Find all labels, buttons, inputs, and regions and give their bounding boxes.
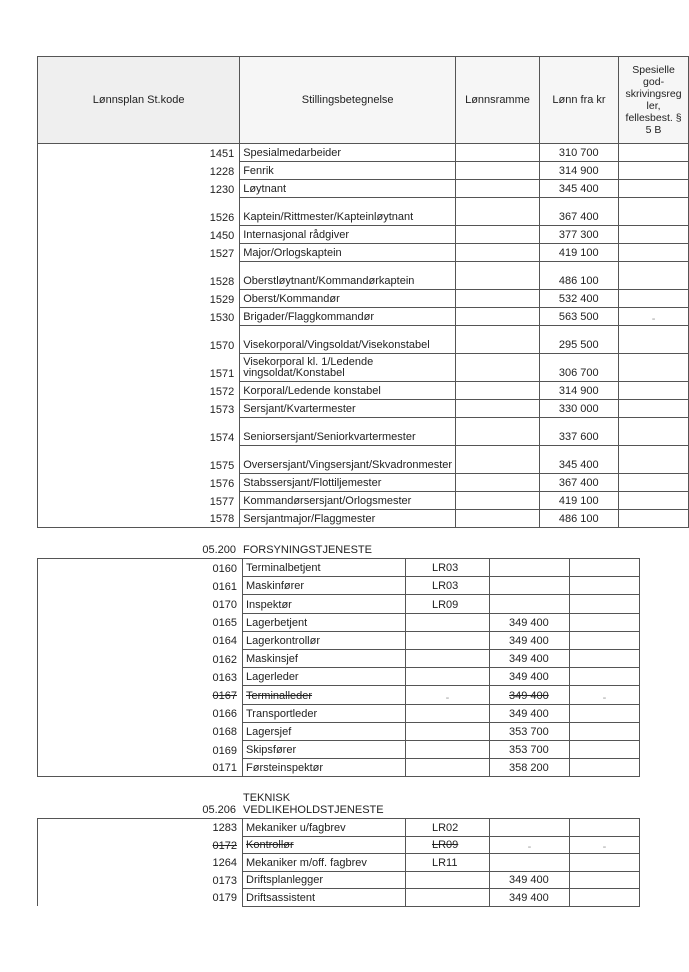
row-title: Sersjantmajor/Flaggmester — [240, 510, 456, 528]
row-lonnsramme — [456, 492, 540, 510]
row-salary — [490, 819, 570, 837]
row-special-rules — [570, 889, 640, 907]
table-row — [38, 198, 689, 226]
salary-table-main — [37, 56, 689, 528]
row-salary: - — [490, 836, 570, 854]
row-salary: 367 400 — [539, 198, 618, 226]
row-special-rules: - — [619, 308, 689, 326]
row-code: 1528 — [38, 262, 240, 290]
row-title: Inspektør — [243, 595, 406, 613]
row-salary: 349 400 — [490, 704, 570, 722]
row-special-rules — [619, 510, 689, 528]
row-title: Seniorsersjant/Seniorkvartermester — [240, 418, 456, 446]
row-code: 0172 — [38, 836, 243, 854]
row-lonnsramme — [456, 162, 540, 180]
row-code: 1451 — [38, 144, 240, 162]
row-code: 0168 — [38, 722, 243, 740]
row-title: Førsteinspektør — [243, 759, 406, 777]
row-title: Stabssersjant/Flottiljemester — [240, 474, 456, 492]
row-lonnsramme — [406, 704, 490, 722]
row-lonnsramme — [456, 226, 540, 244]
row-salary: 419 100 — [539, 492, 618, 510]
row-title: Kommandørsersjant/Orlogsmester — [240, 492, 456, 510]
table-row — [38, 382, 689, 400]
row-lonnsramme — [456, 244, 540, 262]
table-row — [38, 631, 640, 649]
row-special-rules — [619, 492, 689, 510]
row-salary: 486 100 — [539, 262, 618, 290]
table-row — [38, 836, 640, 854]
row-code: 1573 — [38, 400, 240, 418]
row-lonnsramme — [456, 418, 540, 446]
row-salary: 367 400 — [539, 474, 618, 492]
row-special-rules — [619, 382, 689, 400]
table-row — [38, 400, 689, 418]
row-lonnsramme — [406, 722, 490, 740]
row-special-rules: - — [570, 686, 640, 704]
row-special-rules — [619, 446, 689, 474]
row-salary: 419 100 — [539, 244, 618, 262]
row-salary: 314 900 — [539, 382, 618, 400]
row-code: 0167 — [38, 686, 243, 704]
row-salary — [490, 854, 570, 872]
row-code: 0166 — [38, 704, 243, 722]
row-lonnsramme — [406, 668, 490, 686]
section-number: 05.206 — [202, 804, 236, 816]
row-title: Kaptein/Rittmester/Kapteinløytnant — [240, 198, 456, 226]
row-special-rules — [619, 162, 689, 180]
row-code: 0163 — [38, 668, 243, 686]
table-row — [38, 889, 640, 907]
row-title: Mekaniker u/fagbrev — [243, 819, 406, 837]
row-title: Spesialmedarbeider — [240, 144, 456, 162]
row-title: Visekorporal/Vingsoldat/Visekonstabel — [240, 326, 456, 354]
table-row — [38, 510, 689, 528]
table-row — [38, 226, 689, 244]
row-lonnsramme — [456, 446, 540, 474]
row-salary: 486 100 — [539, 510, 618, 528]
row-lonnsramme: LR02 — [406, 819, 490, 837]
row-salary: 349 400 — [490, 686, 570, 704]
row-special-rules — [619, 474, 689, 492]
row-code: 0165 — [38, 613, 243, 631]
row-code: 0160 — [38, 559, 243, 577]
row-special-rules — [570, 559, 640, 577]
row-title: Løytnant — [240, 180, 456, 198]
table-row — [38, 740, 640, 758]
row-title: Lagerleder — [243, 668, 406, 686]
salary-table-teknisk — [37, 818, 640, 907]
row-salary: 353 700 — [490, 722, 570, 740]
header-stillingsbetegnelse: Stillingsbetegnelse — [240, 57, 456, 144]
row-title: Brigader/Flaggkommandør — [240, 308, 456, 326]
row-code: 0164 — [38, 631, 243, 649]
row-lonnsramme — [456, 474, 540, 492]
row-special-rules — [619, 354, 689, 382]
row-title: Sersjant/Kvartermester — [240, 400, 456, 418]
row-title: Korporal/Ledende konstabel — [240, 382, 456, 400]
row-title: Maskinsjef — [243, 649, 406, 667]
table-row — [38, 492, 689, 510]
table-row — [38, 854, 640, 872]
table-row — [38, 668, 640, 686]
row-title: Oberst/Kommandør — [240, 290, 456, 308]
row-special-rules — [570, 668, 640, 686]
row-salary: 532 400 — [539, 290, 618, 308]
row-lonnsramme — [406, 649, 490, 667]
row-special-rules — [619, 198, 689, 226]
row-salary — [490, 577, 570, 595]
salary-table-forsyning — [37, 558, 640, 777]
section-number: 05.200 — [202, 544, 236, 556]
row-special-rules — [619, 290, 689, 308]
row-title: Oberstløytnant/Kommandørkaptein — [240, 262, 456, 290]
row-code: 0170 — [38, 595, 243, 613]
row-code: 1526 — [38, 198, 240, 226]
row-salary: 349 400 — [490, 871, 570, 889]
table-row — [38, 559, 640, 577]
row-code: 1570 — [38, 326, 240, 354]
row-special-rules — [570, 595, 640, 613]
row-special-rules — [570, 722, 640, 740]
row-title: Terminalleder — [243, 686, 406, 704]
row-lonnsramme — [456, 326, 540, 354]
row-salary: 353 700 — [490, 740, 570, 758]
row-title: Lagerkontrollør — [243, 631, 406, 649]
row-salary: 345 400 — [539, 446, 618, 474]
row-special-rules: - — [570, 836, 640, 854]
header-lonnsplan: Lønnsplan St.kode — [38, 57, 240, 144]
row-salary: 295 500 — [539, 326, 618, 354]
table-row — [38, 819, 640, 837]
header-spesielle-regler: Spesielle god-skrivingsreg ler, fellesbest. § 5 B — [619, 57, 689, 144]
row-code: 0161 — [38, 577, 243, 595]
row-special-rules — [570, 759, 640, 777]
table-row — [38, 180, 689, 198]
header-row — [38, 57, 689, 144]
row-lonnsramme — [456, 290, 540, 308]
row-special-rules — [619, 326, 689, 354]
row-special-rules — [619, 244, 689, 262]
row-code: 0171 — [38, 759, 243, 777]
row-salary: 349 400 — [490, 649, 570, 667]
row-lonnsramme: LR03 — [406, 577, 490, 595]
row-special-rules — [619, 262, 689, 290]
row-special-rules — [570, 854, 640, 872]
row-code: 1264 — [38, 854, 243, 872]
table-row — [38, 686, 640, 704]
table-row — [38, 759, 640, 777]
row-title: Fenrik — [240, 162, 456, 180]
row-salary: 349 400 — [490, 889, 570, 907]
row-title: Oversersjant/Vingsersjant/Skvadronmester — [240, 446, 456, 474]
row-special-rules — [570, 613, 640, 631]
table-row — [38, 354, 689, 382]
row-title: Visekorporal kl. 1/Ledende vingsoldat/Konstabel — [240, 354, 456, 382]
row-title: Internasjonal rådgiver — [240, 226, 456, 244]
row-lonnsramme: - — [406, 686, 490, 704]
row-code: 1575 — [38, 446, 240, 474]
row-salary: 349 400 — [490, 613, 570, 631]
row-salary: 310 700 — [539, 144, 618, 162]
table-row — [38, 704, 640, 722]
row-lonnsramme — [406, 889, 490, 907]
row-salary: 337 600 — [539, 418, 618, 446]
row-title: Major/Orlogskaptein — [240, 244, 456, 262]
row-code: 1527 — [38, 244, 240, 262]
row-code: 1228 — [38, 162, 240, 180]
row-special-rules — [570, 819, 640, 837]
row-title: Maskinfører — [243, 577, 406, 595]
row-special-rules — [619, 144, 689, 162]
row-special-rules — [619, 180, 689, 198]
table-row — [38, 871, 640, 889]
row-title: Driftsassistent — [243, 889, 406, 907]
row-lonnsramme — [406, 613, 490, 631]
row-salary — [490, 595, 570, 613]
row-title: Kontrollør — [243, 836, 406, 854]
row-code: 0169 — [38, 740, 243, 758]
table-row — [38, 577, 640, 595]
table-row — [38, 326, 689, 354]
row-title: Lagersjef — [243, 722, 406, 740]
table-row — [38, 474, 689, 492]
row-lonnsramme — [456, 382, 540, 400]
row-lonnsramme — [406, 759, 490, 777]
row-title: Skipsfører — [243, 740, 406, 758]
row-code: 1572 — [38, 382, 240, 400]
row-title: Driftsplanlegger — [243, 871, 406, 889]
row-salary — [490, 559, 570, 577]
table-row — [38, 244, 689, 262]
row-special-rules — [570, 631, 640, 649]
row-title: Lagerbetjent — [243, 613, 406, 631]
row-special-rules — [619, 418, 689, 446]
row-salary: 306 700 — [539, 354, 618, 382]
table-row — [38, 613, 640, 631]
row-salary: 330 000 — [539, 400, 618, 418]
row-title: Mekaniker m/off. fagbrev — [243, 854, 406, 872]
row-special-rules — [619, 226, 689, 244]
table-row — [38, 144, 689, 162]
row-special-rules — [570, 704, 640, 722]
row-lonnsramme — [456, 510, 540, 528]
row-lonnsramme — [406, 631, 490, 649]
row-salary: 349 400 — [490, 668, 570, 686]
row-code: 0179 — [38, 889, 243, 907]
header-lonn-fra: Lønn fra kr — [539, 57, 618, 144]
header-lonnsramme: Lønnsramme — [456, 57, 540, 144]
table-row — [38, 446, 689, 474]
row-code: 1576 — [38, 474, 240, 492]
row-lonnsramme: LR03 — [406, 559, 490, 577]
row-salary: 377 300 — [539, 226, 618, 244]
row-code: 1529 — [38, 290, 240, 308]
row-code: 1530 — [38, 308, 240, 326]
row-lonnsramme — [456, 180, 540, 198]
table-row — [38, 262, 689, 290]
row-code: 1283 — [38, 819, 243, 837]
table-row — [38, 418, 689, 446]
section-title-line1: TEKNISK — [243, 792, 291, 804]
row-lonnsramme — [406, 740, 490, 758]
row-code: 0162 — [38, 649, 243, 667]
row-code: 1574 — [38, 418, 240, 446]
row-lonnsramme — [406, 871, 490, 889]
table-row — [38, 649, 640, 667]
row-lonnsramme: LR09 — [406, 595, 490, 613]
row-salary: 358 200 — [490, 759, 570, 777]
row-special-rules — [570, 871, 640, 889]
row-title: Transportleder — [243, 704, 406, 722]
table-row — [38, 162, 689, 180]
row-code: 1230 — [38, 180, 240, 198]
section-title-line2: VEDLIKEHOLDSTJENESTE — [243, 804, 384, 816]
row-lonnsramme — [456, 308, 540, 326]
row-code: 1577 — [38, 492, 240, 510]
row-code: 0173 — [38, 871, 243, 889]
row-code: 1571 — [38, 354, 240, 382]
row-salary: 314 900 — [539, 162, 618, 180]
row-lonnsramme — [456, 198, 540, 226]
row-special-rules — [570, 649, 640, 667]
table-row — [38, 290, 689, 308]
row-code: 1578 — [38, 510, 240, 528]
table-row — [38, 722, 640, 740]
row-lonnsramme — [456, 354, 540, 382]
row-lonnsramme — [456, 262, 540, 290]
row-salary: 345 400 — [539, 180, 618, 198]
row-lonnsramme: LR11 — [406, 854, 490, 872]
table-row — [38, 308, 689, 326]
row-lonnsramme: LR09 — [406, 836, 490, 854]
row-code: 1450 — [38, 226, 240, 244]
row-special-rules — [570, 577, 640, 595]
row-special-rules — [570, 740, 640, 758]
row-lonnsramme — [456, 144, 540, 162]
section-title: FORSYNINGSTJENESTE — [243, 544, 372, 556]
row-special-rules — [619, 400, 689, 418]
row-lonnsramme — [456, 400, 540, 418]
table-row — [38, 595, 640, 613]
row-title: Terminalbetjent — [243, 559, 406, 577]
row-salary: 349 400 — [490, 631, 570, 649]
row-salary: 563 500 — [539, 308, 618, 326]
